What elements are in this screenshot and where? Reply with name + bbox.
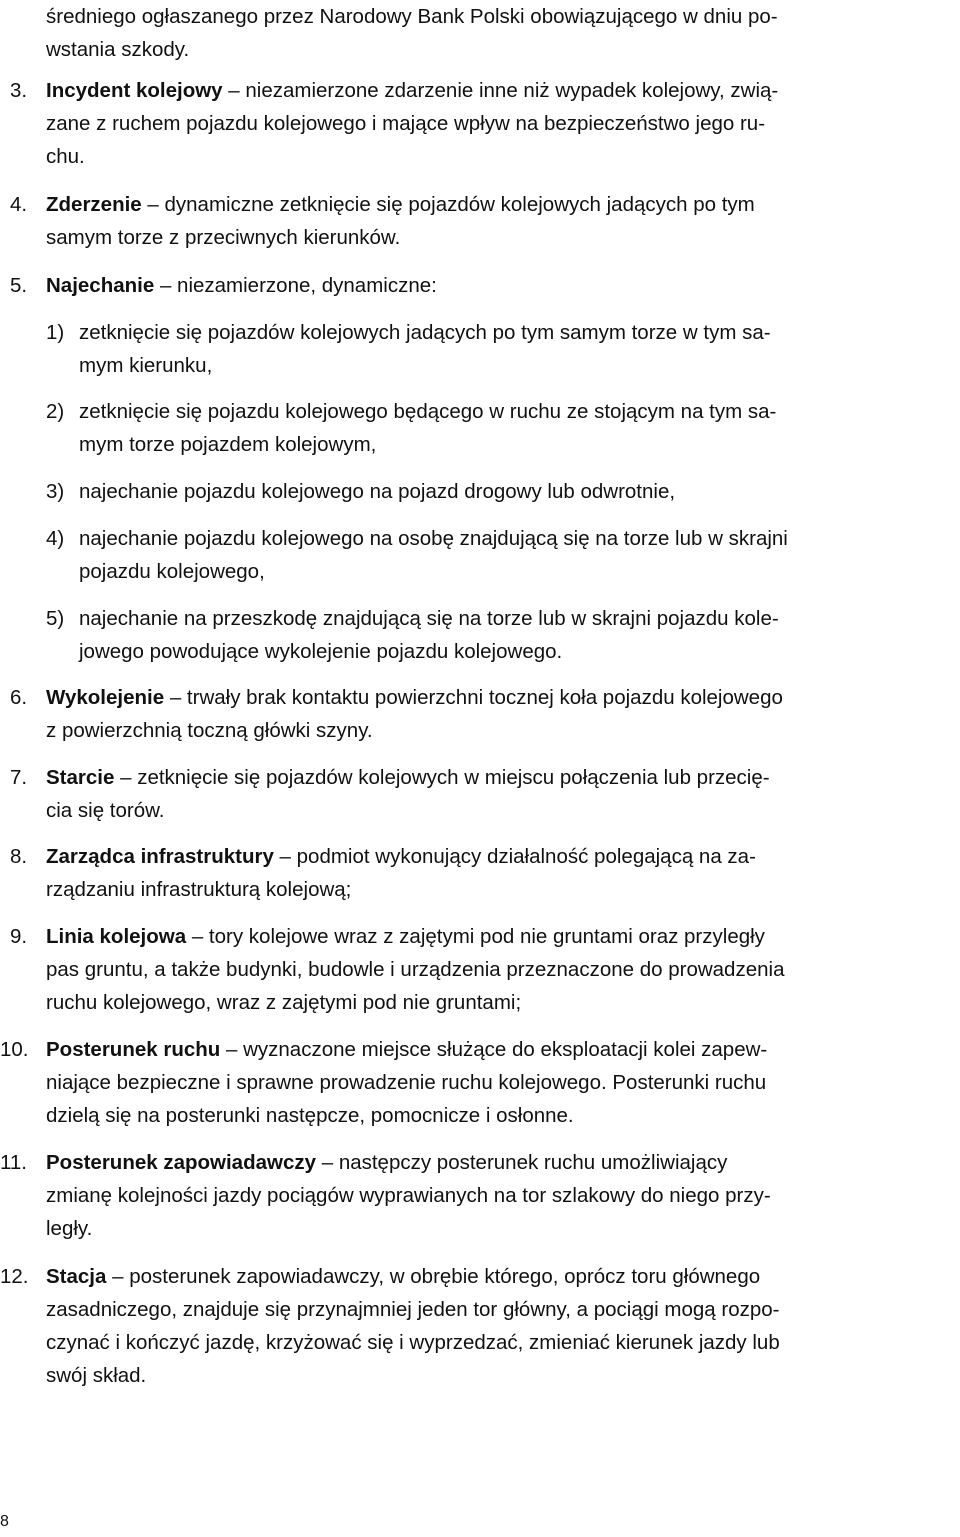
item-number: 10. [0, 1038, 29, 1061]
definition-term: Starcie [46, 766, 115, 789]
item-number: 9. [10, 925, 28, 948]
subitem-number: 1) [46, 321, 65, 344]
definition-text [46, 269, 946, 302]
subitem-line: najechanie pojazdu kolejowego na pojazd drogowy lub odwrotnie, [79, 480, 676, 503]
subitem-number: 4) [46, 527, 65, 550]
term-dash: – [186, 925, 209, 948]
intro-line: średniego ogłaszanego przez Narodowy Bank Polski obowiązującego w dniu po- [46, 5, 778, 28]
term-dash: – [316, 1151, 339, 1174]
term-dash: – [114, 766, 138, 789]
definition-line: następczy posterunek ruchu umożliwiający [338, 1151, 728, 1174]
subitem-line: najechanie pojazdu kolejowego na osobę znajdującą się na torze lub w skrajni [79, 527, 788, 550]
subitem-text [79, 522, 949, 588]
definition-line: podmiot wykonujący działalność polegającą na za- [296, 845, 756, 868]
definition-line: zane z ruchem pojazdu kolejowego i mające wpływ na bezpieczeństwo jego ru- [46, 112, 766, 135]
definition-line: z powierzchnią toczną główki szyny. [46, 719, 373, 742]
definition-line: niezamierzone, dynamiczne: [177, 274, 437, 297]
definition-line: ruchu kolejowego, wraz z zajętymi pod nie gruntami; [46, 991, 522, 1014]
definition-line: swój skład. [46, 1364, 147, 1387]
term-dash: – [273, 845, 297, 868]
term-dash: – [220, 1038, 244, 1061]
definition-line: dzielą się na posterunki następcze, pomocnicze i osłonne. [46, 1104, 574, 1127]
definition-line: rządzaniu infrastrukturą kolejową; [46, 878, 352, 901]
definition-line: zmianę kolejności jazdy pociągów wyprawianych na tor szlakowy do niego przy- [46, 1184, 771, 1207]
definition-text [46, 74, 946, 173]
definition-line: niezamierzone zdarzenie inne niż wypadek kolejowy, zwią- [245, 79, 779, 102]
term-dash: – [164, 686, 187, 709]
definition-line: dynamiczne zetknięcie się pojazdów kolejowych jadących po tym [164, 193, 755, 216]
subitem-text [79, 395, 949, 461]
subitem-number: 2) [46, 400, 65, 423]
definition-term: Posterunek ruchu [46, 1038, 221, 1061]
definition-text [46, 681, 946, 747]
subitem-text [79, 475, 949, 508]
definition-text [46, 1033, 946, 1132]
definition-text [46, 761, 946, 827]
subitem-text [79, 316, 949, 382]
subitem-line: zetknięcie się pojazdów kolejowych jadących po tym samym torze w tym sa- [79, 321, 771, 344]
definition-text [46, 188, 946, 254]
item-number: 6. [10, 686, 28, 709]
subitem-line: zetknięcie się pojazdu kolejowego będącego w ruchu ze stojącym na tym sa- [79, 400, 777, 423]
intro-paragraph [46, 0, 946, 66]
definition-term: Zderzenie [46, 193, 142, 216]
definition-term: Posterunek zapowiadawczy [46, 1151, 317, 1174]
definition-line: cia się torów. [46, 799, 165, 822]
definition-line: zasadniczego, znajduje się przynajmniej jeden tor główny, a pociągi mogą rozpo- [46, 1298, 780, 1321]
term-dash: – [154, 274, 178, 297]
item-number: 7. [10, 766, 28, 789]
term-dash: – [141, 193, 165, 216]
subitem-line: pojazdu kolejowego, [79, 560, 265, 583]
definition-line: chu. [46, 145, 85, 168]
definition-line: posterunek zapowiadawczy, w obrębie którego, oprócz toru głównego [129, 1265, 761, 1288]
definition-term: Najechanie [46, 274, 155, 297]
subitem-line: mym torze pojazdem kolejowym, [79, 433, 377, 456]
definition-line: wyznaczone miejsce służące do eksploatacji kolei zapew- [243, 1038, 768, 1061]
definition-line: czynać i kończyć jazdę, krzyżować się i wyprzedzać, zmieniać kierunek jazdy lub [46, 1331, 780, 1354]
item-number: 4. [10, 193, 28, 216]
definition-text [46, 840, 946, 906]
page-number: 8 [0, 1513, 9, 1530]
item-number: 11. [0, 1151, 27, 1174]
term-dash: – [222, 79, 246, 102]
intro-line: wstania szkody. [46, 38, 190, 61]
subitem-line: mym kierunku, [79, 354, 213, 377]
definition-line: zetknięcie się pojazdów kolejowych w miejscu połączenia lub przecię- [137, 766, 770, 789]
definition-line: tory kolejowe wraz z zajętymi pod nie gruntami oraz przyległy [208, 925, 765, 948]
item-number: 5. [10, 274, 28, 297]
definition-line: legły. [46, 1217, 93, 1240]
subitem-line: najechanie na przeszkodę znajdującą się na torze lub w skrajni pojazdu kole- [79, 607, 779, 630]
item-number: 12. [0, 1265, 29, 1288]
definition-term: Stacja [46, 1265, 107, 1288]
definition-line: trwały brak kontaktu powierzchni tocznej koła pojazdu kolejowego [186, 686, 783, 709]
subitem-number: 5) [46, 607, 65, 630]
definition-text [46, 1146, 946, 1245]
definition-line: pas gruntu, a także budynki, budowle i urządzenia przeznaczone do prowadzenia [46, 958, 785, 981]
subitem-number: 3) [46, 480, 65, 503]
definition-line: niające bezpieczne i sprawne prowadzenie ruchu kolejowego. Posterunki ruchu [46, 1071, 767, 1094]
definition-term: Linia kolejowa [46, 925, 187, 948]
item-number: 8. [10, 845, 28, 868]
subitem-line: jowego powodujące wykolejenie pojazdu kolejowego. [79, 640, 563, 663]
definition-text [46, 1260, 946, 1392]
definition-text [46, 920, 946, 1019]
item-number: 3. [10, 79, 28, 102]
subitem-text [79, 602, 949, 668]
term-dash: – [106, 1265, 130, 1288]
definition-term: Incydent kolejowy [46, 79, 223, 102]
definition-term: Zarządca infrastruktury [46, 845, 274, 868]
definition-term: Wykolejenie [46, 686, 165, 709]
definition-line: samym torze z przeciwnych kierunków. [46, 226, 401, 249]
